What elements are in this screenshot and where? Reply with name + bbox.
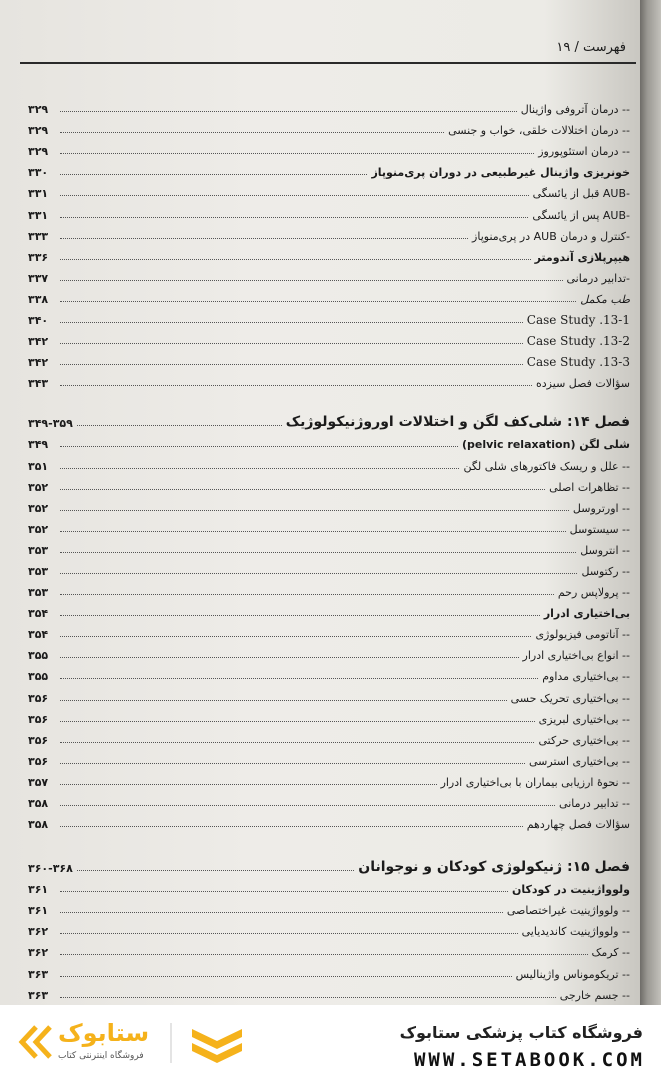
table-of-contents bbox=[28, 95, 630, 1005]
toc-entry: -- بی‌اختیاری استرسی ۳۵۶ bbox=[28, 754, 630, 768]
toc-entry: -AUB قبل از یائسگی ۳۳۱ bbox=[28, 187, 630, 201]
toc-entry: -- درمان اختلالات خلقی، خواب و جنسی ۳۲۹ bbox=[28, 124, 630, 138]
toc-entry: Case Study .13-2 ۳۴۲ bbox=[28, 334, 630, 349]
toc-entry: -- بی‌اختیاری مداوم ۳۵۵ bbox=[28, 670, 630, 684]
toc-entry: -- علل و ریسک فاکتورهای شلی لگن ۳۵۱ bbox=[28, 459, 630, 473]
shop-url[interactable]: WWW.SETABOOK.COM bbox=[413, 1049, 645, 1071]
toc-entry: -- انواع بی‌اختیاری ادرار ۳۵۵ bbox=[28, 649, 630, 663]
toc-entry: -- اورتروسل ۳۵۲ bbox=[28, 501, 630, 515]
toc-entry: -- ولوواژینیت غیراختصاصی ۳۶۱ bbox=[28, 904, 630, 918]
toc-entry: -- بی‌اختیاری تحریک حسی ۳۵۶ bbox=[28, 691, 630, 705]
footer-divider bbox=[170, 1023, 172, 1063]
toc-entry: سؤالات فصل چهاردهم ۳۵۸ bbox=[28, 818, 630, 832]
toc-section: بی‌اختیاری ادرار ۳۵۴ bbox=[28, 607, 630, 621]
toc-entry: -- تریکوموناس واژینالیس ۳۶۳ bbox=[28, 967, 630, 981]
toc-chapter: فصل ۱۵: ژنیکولوژی کودکان و نوجوانان ۳۶۰-۳۶۸ bbox=[28, 859, 630, 876]
toc-section: هیپرپلازی آندومتر ۳۳۶ bbox=[28, 250, 630, 264]
toc-entry: -- انتروسل ۳۵۳ bbox=[28, 543, 630, 557]
header-rule bbox=[20, 62, 636, 64]
logo-subtitle: فروشگاه اینترنتی کتاب bbox=[58, 1051, 144, 1061]
toc-entry: -- سیستوسل ۳۵۲ bbox=[28, 522, 630, 536]
toc-entry: -- تظاهرات اصلی ۳۵۲ bbox=[28, 480, 630, 494]
toc-chapter: فصل ۱۴: شلی‌کف لگن و اختلالات اوروژنیکولوژیک ۳۴۹-۳۵۹ bbox=[28, 414, 630, 431]
toc-entry: -- کرمک ۳۶۲ bbox=[28, 946, 630, 960]
toc-entry: -- نحوهٔ ارزیابی بیماران با بی‌اختیاری ادرار ۳۵۷ bbox=[28, 775, 630, 789]
toc-entry: -کنترل و درمان AUB در پری‌منوپاز ۳۳۳ bbox=[28, 229, 630, 243]
toc-entry: سؤالات فصل سیزده ۳۴۳ bbox=[28, 377, 630, 391]
toc-entry: -- بی‌اختیاری لبریزی ۳۵۶ bbox=[28, 712, 630, 726]
toc-entry: -- جسم خارجی ۳۶۳ bbox=[28, 988, 630, 1002]
logo-wordmark: ستابوک bbox=[58, 1019, 150, 1047]
toc-entry: -- درمان استئوپوروز ۳۲۹ bbox=[28, 145, 630, 159]
toc-entry: -- پرولاپس رحم ۳۵۳ bbox=[28, 586, 630, 600]
toc-entry: Case Study .13-1 ۳۴۰ bbox=[28, 313, 630, 328]
toc-section: شلی لگن (pelvic relaxation) ۳۴۹ bbox=[28, 438, 630, 452]
toc-entry: -تدابیر درمانی ۳۳۷ bbox=[28, 271, 630, 285]
toc-entry: -- بی‌اختیاری حرکتی ۳۵۶ bbox=[28, 733, 630, 747]
toc-entry: -- آناتومی فیزیولوژی ۳۵۴ bbox=[28, 628, 630, 642]
toc-entry: -- ولوواژینیت کاندیدیایی ۳۶۲ bbox=[28, 925, 630, 939]
toc-entry: -AUB پس از یائسگی ۳۳۱ bbox=[28, 208, 630, 222]
watermark-footer bbox=[0, 1005, 661, 1080]
chevron-logo-icon bbox=[16, 1025, 54, 1059]
toc-entry: Case Study .13-3 ۳۴۲ bbox=[28, 355, 630, 370]
toc-section: ولوواژینیت در کودکان ۳۶۱ bbox=[28, 883, 630, 897]
book-spine-shadow bbox=[640, 0, 661, 1005]
toc-section: طب مکمل ۳۳۸ bbox=[28, 292, 630, 306]
shop-name: فروشگاه کتاب پزشکی ستابوک bbox=[399, 1023, 643, 1042]
page-header: فهرست / ۱۹ bbox=[556, 40, 626, 55]
toc-section: خونریزی واژینال غیرطبیعی در دوران پری‌منوپاز ۳۳۰ bbox=[28, 166, 630, 180]
toc-entry: -- رکتوسل ۳۵۳ bbox=[28, 564, 630, 578]
toc-entry: -- تدابیر درمانی ۳۵۸ bbox=[28, 797, 630, 810]
book-stack-icon bbox=[188, 1025, 246, 1065]
toc-entry: -- درمان آتروفی واژینال ۳۲۹ bbox=[28, 103, 630, 117]
